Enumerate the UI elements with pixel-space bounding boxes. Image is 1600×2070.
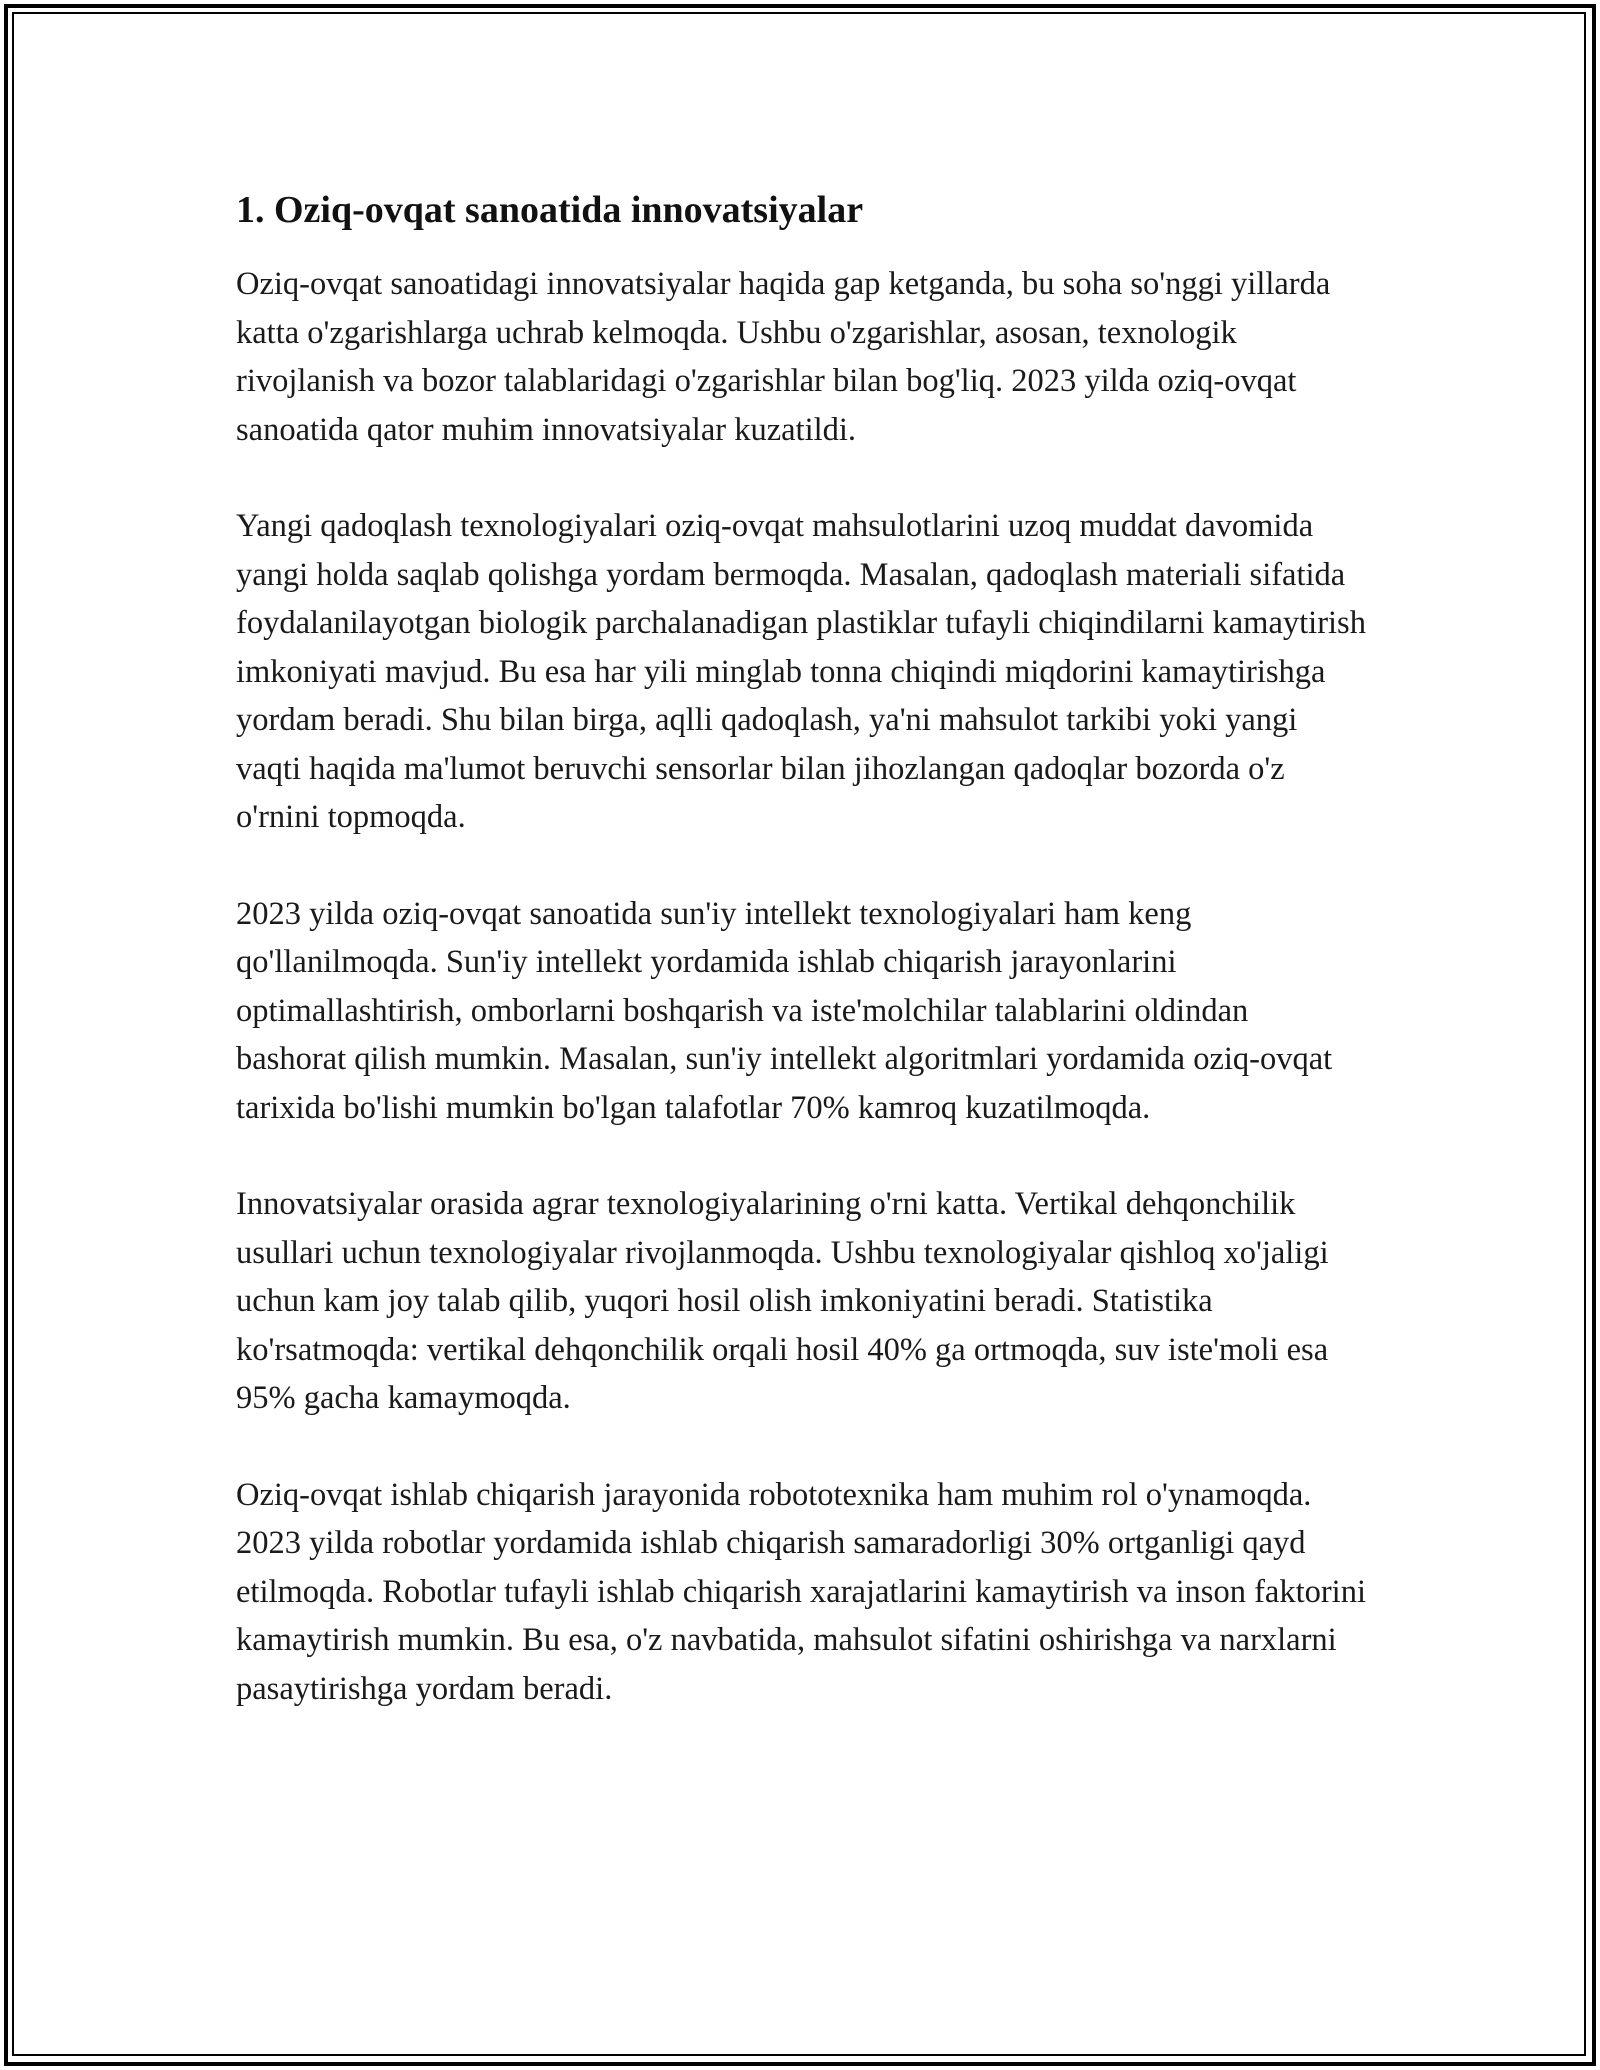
paragraph-intro: Oziq-ovqat sanoatidagi innovatsiyalar haqida gap ketganda, bu soha so'nggi yillarda katta o'zgarishlarga uchrab kelmoqda. Ushbu o'zgarishlar, asosan, texnologik rivojlanish va bozor talablaridagi o'zgarishlar bilan bog'liq. 2023 yilda oziq-ovqat sanoatida qator muhim innovatsiyalar kuzatildi. [236,266,1331,448]
paragraph-ai: 2023 yilda oziq-ovqat sanoatida sun'iy intellekt texnologiyalari ham keng qo'llanilmoqda. Sun'iy intellekt yordamida ishlab chiqarish jarayonlarini optimallashtirish, omborlarni boshqarish va iste'molchilar talablarini oldindan bashorat qilish mumkin. Masalan, sun'iy intellekt algoritmlari yordamida oziq-ovqat tarixida bo'lishi mumkin bo'lgan talafotlar 70% kamroq kuzatilmoqda. [236,895,1333,1126]
document-body [236,186,1366,1761]
paragraph-agrotech: Innovatsiyalar orasida agrar texnologiyalarining o'rni katta. Vertikal dehqonchilik usullari uchun texnologiyalar rivojlanmoqda. Ushbu texnologiyalar qishloq xo'jaligi uchun kam joy talab qilib, yuqori hosil olish imkoniyatini beradi. Statistika ko'rsatmoqda: vertikal dehqonchilik orqali hosil 40% ga ortmoqda, suv iste'moli esa 95% gacha kamaymoqda. [236,1186,1329,1416]
paragraph-robotics: Oziq-ovqat ishlab chiqarish jarayonida robototexnika ham muhim rol o'ynamoqda. 2023 yilda robotlar yordamida ishlab chiqarish samaradorligi 30% ortganligi qayd etilmoqda. Robotlar tufayli ishlab chiqarish xarajatlarini kamaytirish va inson faktorini kamaytirish mumkin. Bu esa, o'z navbatida, mahsulot sifatini oshirishga va narxlarni pasaytirishga yordam beradi. [236,1476,1366,1707]
section-heading: 1. Oziq-ovqat sanoatida innovatsiyalar [236,189,864,231]
paragraph-packaging: Yangi qadoqlash texnologiyalari oziq-ovqat mahsulotlarini uzoq muddat davomida yangi holda saqlab qolishga yordam bermoqda. Masalan, qadoqlash materiali sifatida foydalanilayotgan biologik parchalanadigan plastiklar tufayli chiqindilarni kamaytirish imkoniyati mavjud. Bu esa har yili minglab tonna chiqindi miqdorini kamaytirishga yordam beradi. Shu bilan birga, aqlli qadoqlash, ya'ni mahsulot tarkibi yoki yangi vaqti haqida ma'lumot beruvchi sensorlar bilan jihozlangan qadoqlar bozorda o'z o'rnini topmoqda. [236,508,1366,835]
